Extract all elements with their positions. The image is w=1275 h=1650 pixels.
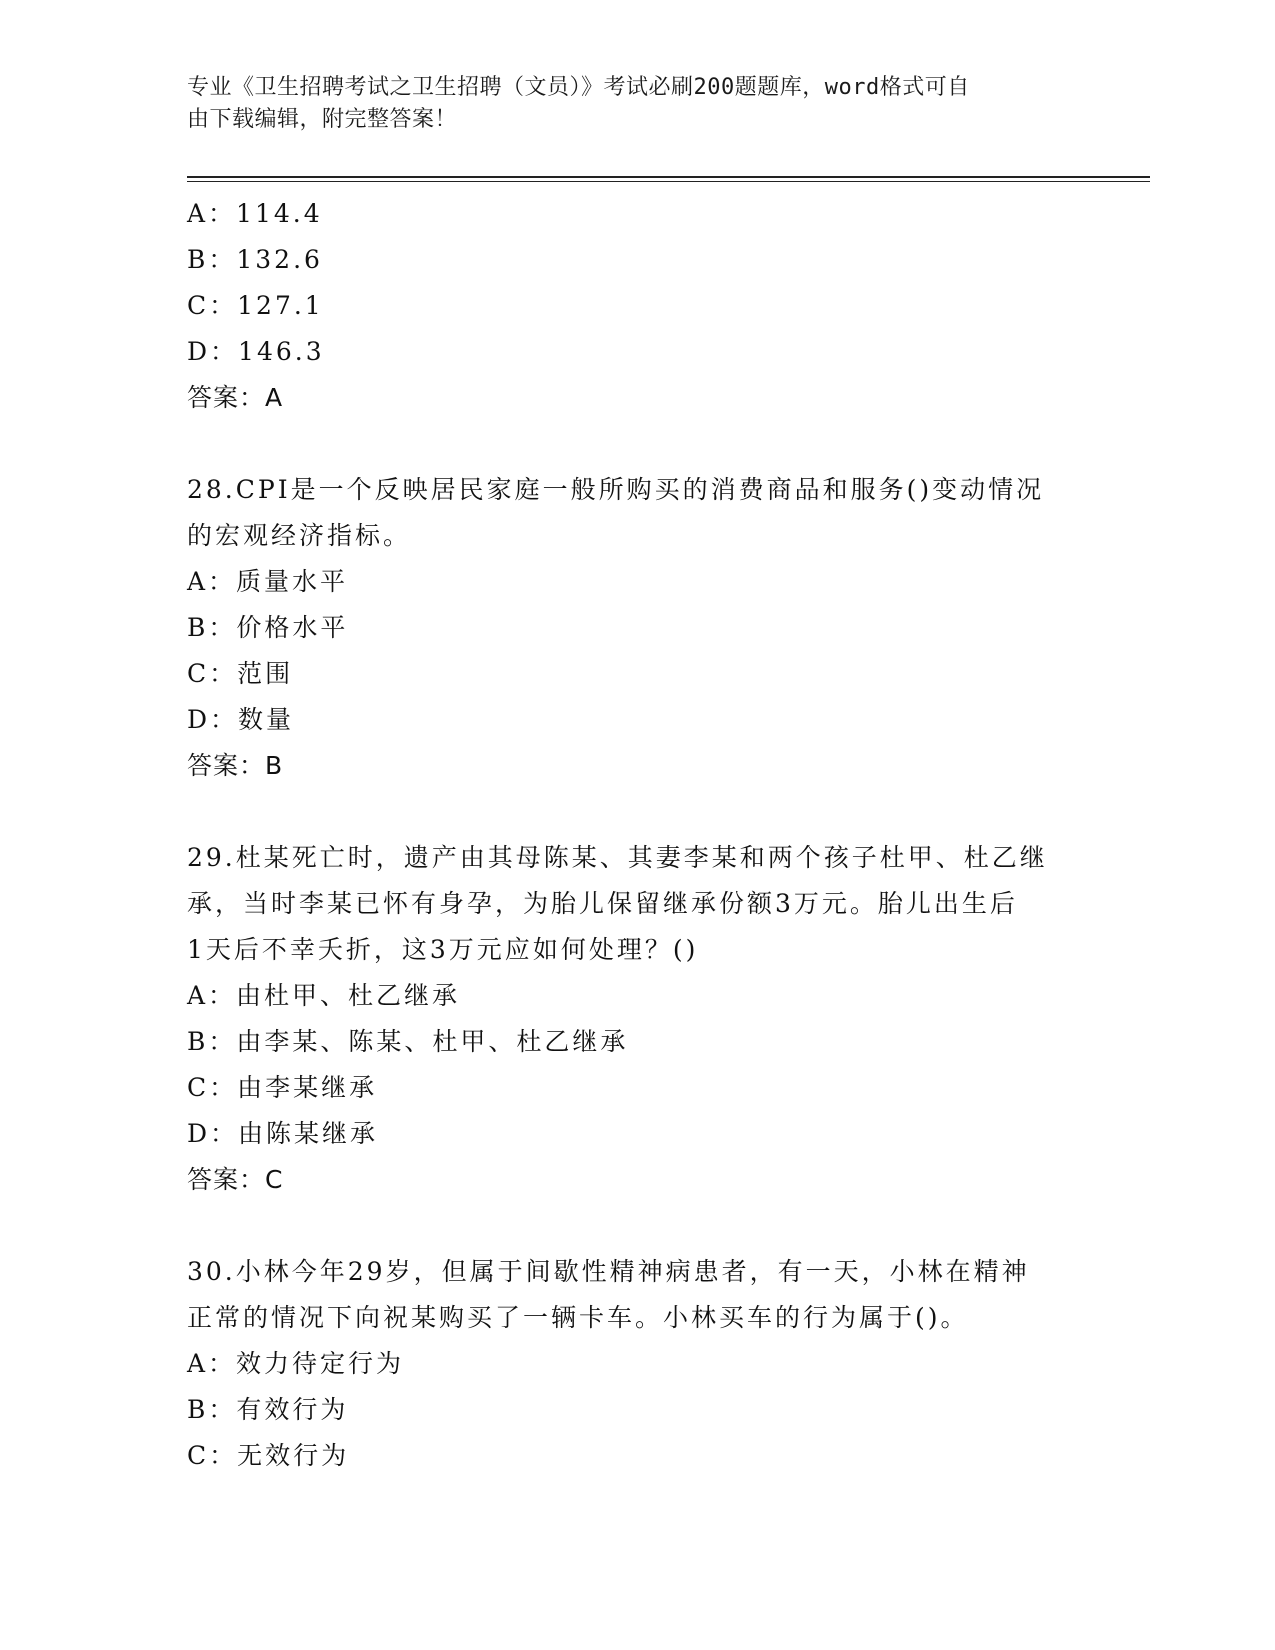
answer-label: 答案：B: [187, 751, 284, 780]
header-divider-thick: [187, 176, 1150, 178]
option-c: C：范围: [187, 659, 294, 688]
option-c: C：无效行为: [187, 1441, 350, 1470]
question-stem-line: 正常的情况下向祝某购买了一辆卡车。小林买车的行为属于()。: [187, 1303, 969, 1332]
question-list: [187, 191, 1087, 1479]
option-a: A：114.4: [187, 199, 323, 228]
option-a: A：效力待定行为: [187, 1349, 405, 1378]
option-d: D：数量: [187, 705, 295, 734]
question-stem-line: 的宏观经济指标。: [187, 521, 412, 550]
header-line-1: 专业《卫生招聘考试之卫生招聘（文员）》考试必刷200题题库，word格式可自: [187, 75, 970, 100]
option-b: B：由李某、陈某、杜甲、杜乙继承: [187, 1027, 629, 1056]
question-block-29: [187, 835, 1087, 1203]
question-block-27: [187, 191, 1087, 421]
spacer: [187, 421, 1087, 467]
option-d: D：146.3: [187, 337, 325, 366]
question-stem-line: 1天后不幸夭折，这3万元应如何处理？(): [187, 935, 699, 964]
spacer: [187, 789, 1087, 835]
question-stem-line: 承，当时李某已怀有身孕，为胎儿保留继承份额3万元。胎儿出生后: [187, 889, 1018, 918]
option-c: C：由李某继承: [187, 1073, 378, 1102]
header-divider-thin: [187, 181, 1150, 182]
question-stem-line: 30.小林今年29岁，但属于间歇性精神病患者，有一天，小林在精神: [187, 1257, 1030, 1286]
document-header: [187, 72, 1067, 136]
question-block-28: [187, 467, 1087, 789]
option-b: B：132.6: [187, 245, 323, 274]
option-a: A：质量水平: [187, 567, 349, 596]
header-line-2: 由下载编辑，附完整答案！: [187, 107, 458, 132]
question-stem-line: 28.CPI是一个反映居民家庭一般所购买的消费商品和服务()变动情况: [187, 475, 1045, 504]
spacer: [187, 1203, 1087, 1249]
option-d: D：由陈某继承: [187, 1119, 379, 1148]
answer-label: 答案：C: [187, 1165, 284, 1194]
option-b: B：价格水平: [187, 613, 349, 642]
option-b: B：有效行为: [187, 1395, 349, 1424]
option-a: A：由杜甲、杜乙继承: [187, 981, 461, 1010]
question-block-30: [187, 1249, 1087, 1479]
option-c: C：127.1: [187, 291, 324, 320]
answer-label: 答案：A: [187, 383, 284, 412]
question-stem-line: 29.杜某死亡时，遗产由其母陈某、其妻李某和两个孩子杜甲、杜乙继: [187, 843, 1048, 872]
